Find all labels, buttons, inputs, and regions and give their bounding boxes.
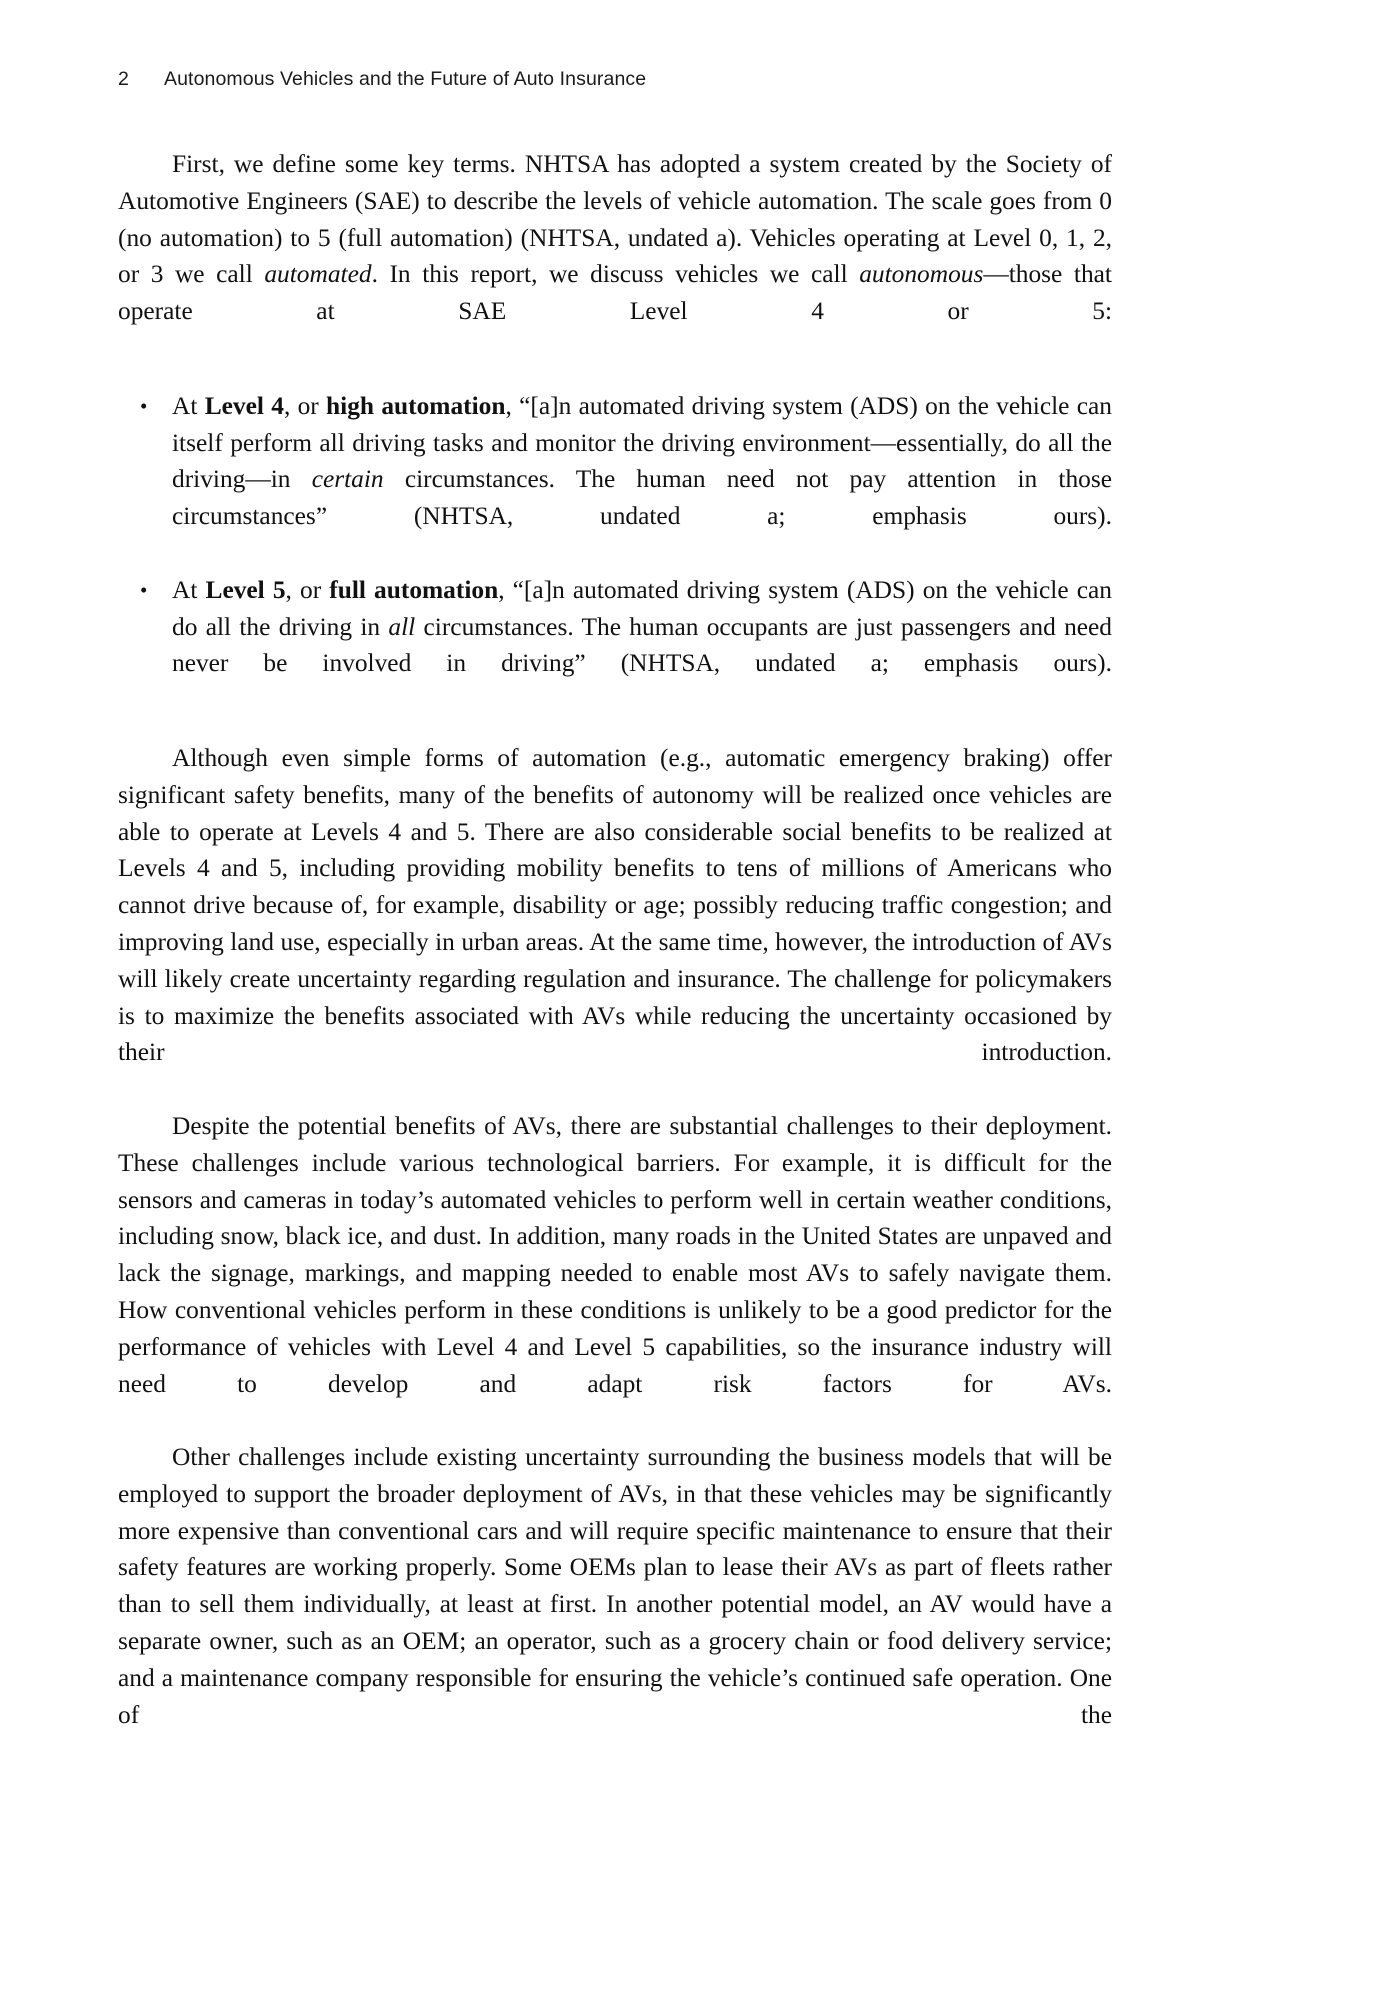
paragraph-challenges: Despite the potential benefits of AVs, there are substantial challenges to their deployment. These challenges include various technological barriers. For example, it is difficult for the sensors and cameras in today’s automated vehicles to perform well in certain weather conditions, including snow, black ice, and dust. In addition, many roads in the United States are unpaved and lack the signage, markings, and mapping needed to enable most AVs to safely navigate them. How conventional vehicles perform in these conditions is unlikely to be a good predictor for the performance of vehicles with Level 4 and Level 5 capabilities, so the insurance industry will need to develop and adapt risk factors for AVs. [118,1111,1112,1398]
list-item [118,388,1112,572]
par1-text-b: . In this report, we discuss vehicles we call [371,260,860,289]
bullet1-level-label: Level 4 [204,391,284,420]
bullet1-automation-label: high automation [326,391,506,420]
page-number: 2 [118,68,129,90]
paragraph-benefits: Although even simple forms of automation (e.g., automatic emergency braking) offer significant safety benefits, many of the benefits of autonomy will be realized once vehicles are able to operate at Levels 4 and 5. There are also considerable social benefits to be realized at Levels 4 and 5, including providing mobility benefits to tens of millions of Americans who cannot drive because of, for example, disability or age; possibly reducing traffic congestion; and improving land use, especially in urban areas. At the same time, however, the introduction of AVs will likely create uncertainty regarding regulation and insurance. The challenge for policymakers is to maximize the benefits associated with AVs while reducing the uncertainty occasioned by their introduction. [118,743,1112,1067]
bullet2-level-label: Level 5 [205,575,286,604]
bullet2-text-c: , “[a]n automated driving system (ADS) on the vehicle can do all the driving in [172,575,1112,641]
par1-text-a: First, we define some key terms. NHTSA has adopted a system created by the Society of Automotive Engineers (SAE) to describe the levels of vehicle automation. The scale goes from 0 (no automation) to 5 (full automation) (NHTSA, undated a). Vehicles operating at Level 0, 1, 2, or 3 we call [118,150,1112,289]
bullet2-text-d: circumstances. The human occupants are just passengers and need never be involved in driving” (NHTSA, undated a; emphasis ours). [172,612,1113,678]
bullet-icon: • [140,393,148,418]
paragraph-definitions [118,146,1112,367]
bullet2-automation-label: full automation [329,575,499,604]
term-autonomous: autonomous [859,260,984,289]
bullet1-text-c: , “[a]n automated driving system (ADS) on the vehicle can itself perform all driving tasks and monitor the driving environment—essentially, do all the driving—in [172,391,1112,494]
term-automated: automated [264,260,372,289]
body-text-block [118,146,1112,1770]
par1-text-c: —those that operate at SAE Level 4 or 5: [118,260,1112,326]
sae-levels-list [118,388,1112,719]
bullet-icon: • [140,577,148,602]
bullet2-text-a: At [172,575,206,604]
list-space-before [118,367,1112,388]
bullet2-emphasis-all: all [388,612,416,641]
running-head [118,68,1118,91]
list-item [118,572,1112,719]
bullet1-text-d: circumstances. The human need not pay attention in those circumstances” (NHTSA, undated a; emphasis ours). [172,465,1112,531]
paragraph-business-models: Other challenges include existing uncertainty surrounding the business models that will be employed to support the broader deployment of AVs, in that these vehicles may be significantly more expensive than conventional cars and will require specific maintenance to ensure that their safety features are working properly. Some OEMs plan to lease their AVs as part of fleets rather than to sell them individually, at least at first. In another potential model, an AV would have a separate owner, such as an OEM; an operator, such as a grocery chain or food delivery service; and a maintenance company responsible for ensuring the vehicle’s continued safe operation. One of the [118,1443,1112,1729]
list-space-after [118,719,1112,740]
bullet1-text-a: At [172,391,205,420]
bullet2-text-b: , or [285,575,330,604]
bullet1-emphasis-certain: certain [311,465,384,494]
running-head-title: Autonomous Vehicles and the Future of Auto Insurance [164,68,647,90]
bullet1-text-b: , or [283,391,327,420]
